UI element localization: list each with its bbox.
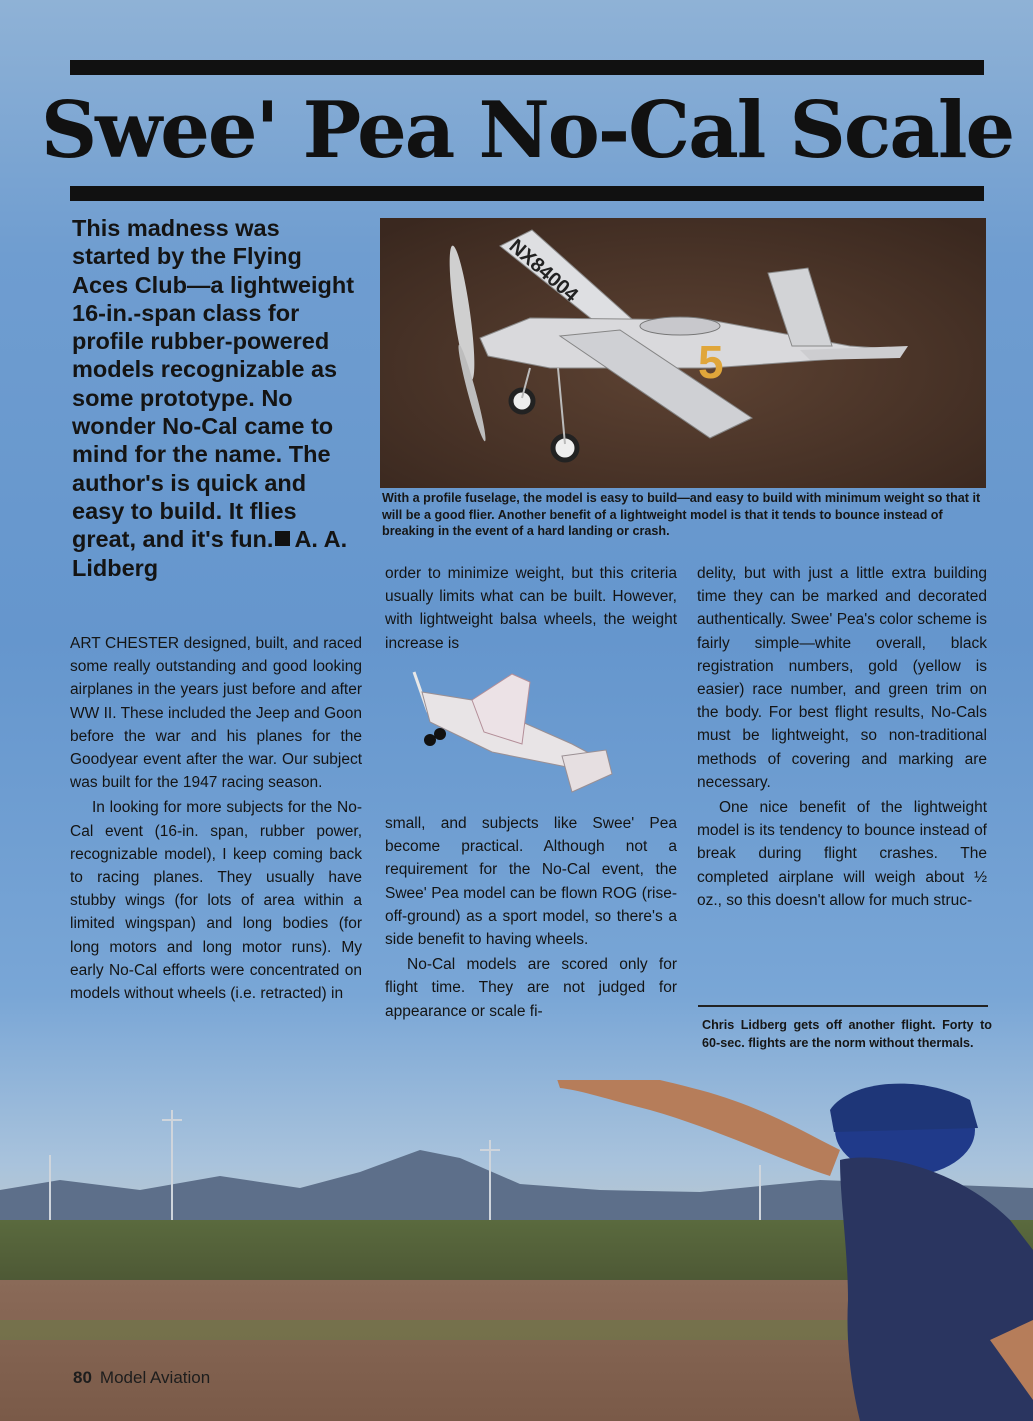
model-photo — [380, 218, 986, 488]
race-number: 5 — [698, 336, 724, 388]
caption-divider — [698, 1005, 988, 1007]
col2-paragraph-2: No-Cal models are scored only for flight time. They are not judged for appearance or scale fi- — [385, 956, 677, 1020]
model-airplane-illustration — [380, 218, 986, 488]
top-photo-caption: With a profile fuselage, the model is easy to build—and easy to build with minimum weight so that it will be a good flier. Another benefit of a lightweight model is that it tends to bounce instead of breaking in the event of a hard landing or crash. — [382, 491, 981, 538]
col1-lead: ART CHESTER — [70, 635, 180, 652]
col1-text-1: designed, built, and raced some really outstanding and good looking airplanes in the years just before and after WW II. These included the Jeep and Goon before the war and his planes for the Goodyear event after the war. Our subject was built for the 1947 racing season. — [70, 635, 363, 792]
body-column-3 — [697, 562, 987, 912]
col1-paragraph-1 — [70, 632, 362, 794]
title-rule-top — [70, 60, 984, 75]
intro-text: This madness was started by the Flying Aces Club—a lightweight 16-in.-span class for profile rubber-powered models recognizable as some prototype. No wonder No-Cal came to mind for the name. The author's is quick and easy to build. It flies great, and it's fun. — [72, 215, 355, 553]
col3-paragraph-2: One nice benefit of the lightweight model is its tendency to bounce instead of break during flight crashes. The completed airplane will weigh about ½ oz., so this doesn't allow for much struc- — [697, 799, 987, 909]
intro-author: A. A. Lidberg — [72, 526, 348, 581]
page-footer — [73, 1368, 210, 1388]
publication-name: Model Aviation — [99, 1368, 211, 1387]
page-number: 80 — [73, 1368, 92, 1387]
col2-paragraph-1a: order to minimize weight, but this criteria usually limits what can be built. However, with lightweight balsa wheels, the weight increase is — [385, 565, 677, 652]
title-rule-bottom — [70, 186, 984, 201]
col2-paragraph-1b: small, and subjects like Swee' Pea become practical. Although not a requirement for the No-Cal event, the Swee' Pea model can be flown ROG (rise-off-ground) as a sport model, so there's a side benefit to having wheels. — [385, 815, 677, 949]
col1-paragraph-2: In looking for more subjects for the No-Cal event (16-in. span, rubber power, recognizable model), I keep coming back to racing planes. They usually have stubby wings (for lots of area within a limited wingspan) and long bodies (for long motors and long motor runs). My early No-Cal efforts were concentrated on models without wheels (i.e. retracted) in — [70, 799, 362, 1003]
body-column-1 — [70, 632, 362, 1005]
bottom-photo-caption: Chris Lidberg gets off another flight. Forty to 60-sec. flights are the norm without thermals. — [702, 1018, 992, 1050]
page-title: Swee' Pea No-Cal Scale — [40, 84, 1014, 176]
end-mark-icon — [275, 531, 290, 546]
col3-paragraph-1: delity, but with just a little extra building time they can be marked and decorated authentically. Swee' Pea's color scheme is fairly simple—white overall, black registration numbers, gold (yellow is easier) race number, and green trim on the body. For best flight results, No-Cals must be lightweight, so non-traditional methods of covering and marking are necessary. — [697, 565, 987, 791]
flying-model-illustration — [402, 652, 622, 802]
body-column-2-bottom — [385, 812, 677, 1023]
registration-number: NX84004 — [504, 235, 583, 307]
body-column-2-top — [385, 562, 677, 655]
intro-paragraph — [72, 214, 362, 582]
